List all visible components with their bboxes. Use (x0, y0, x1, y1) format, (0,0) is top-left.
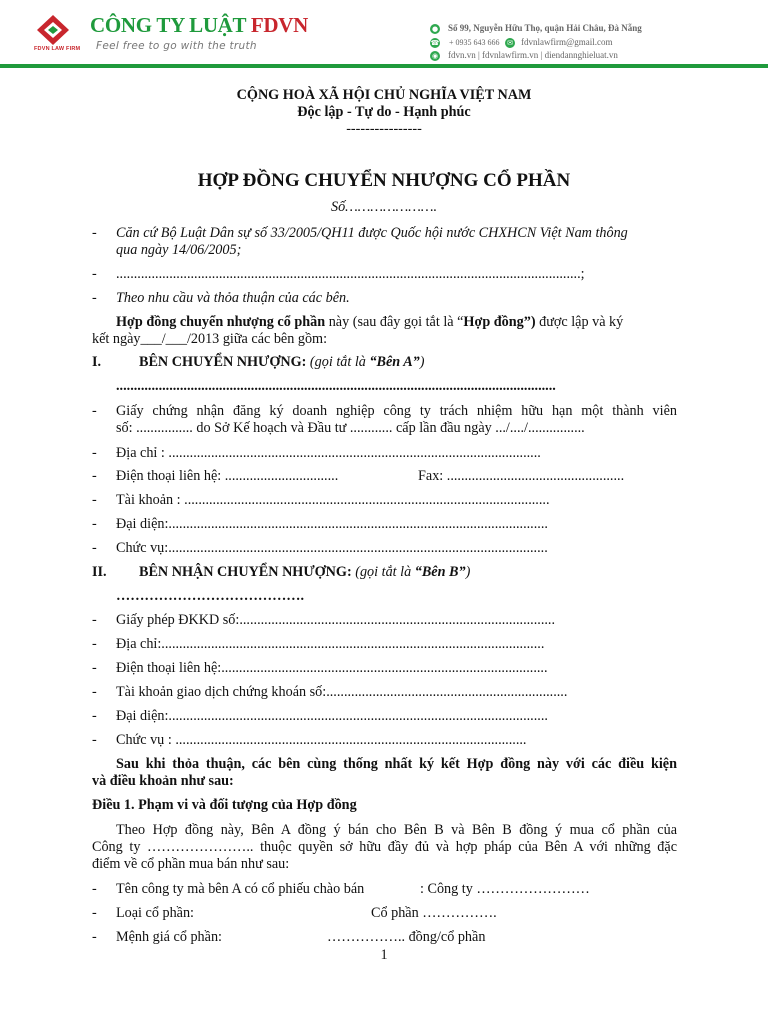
page-number: 1 (380, 947, 388, 963)
party-a-name-blank: ............................................................................................................................ (116, 378, 556, 394)
agreement-statement-cont: và điều khoản như sau: (92, 773, 234, 789)
letterhead (0, 0, 768, 74)
legal-basis-1: Căn cứ Bộ Luật Dân sự số 33/2005/QH11 được Quốc hội nước CHXHCN Việt Nam thông (116, 225, 628, 241)
intro-paragraph: Hợp đồng chuyển nhượng cổ phần này (sau đây gọi tắt là “Hợp đồng”) được lập và ký (116, 314, 624, 330)
party-a-registration: Giấy chứng nhận đăng ký doanh nghiệp công ty trách nhiệm hữu hạn một thành viên (116, 403, 677, 419)
national-heading: CỘNG HOÀ XÃ HỘI CHỦ NGHĨA VIỆT NAM (236, 87, 532, 103)
list-bullet: - (92, 290, 97, 306)
phone-icon: ☎ (430, 39, 440, 47)
intro-paragraph-cont: kết ngày___/___/2013 giữa các bên gồm: (92, 331, 328, 347)
company-name-value: : Công ty …………………… (420, 881, 590, 897)
share-type-value: Cổ phần ……………. (371, 905, 497, 921)
party-a-position: Chức vụ:........................................................................................................... (116, 540, 548, 556)
party-b-address: Địa chỉ:............................................................................................................ (116, 636, 545, 652)
list-bullet: - (92, 445, 97, 461)
par-value-value: …………….. đồng/cổ phần (327, 929, 486, 945)
party-b-position: Chức vụ : ................................................................................................... (116, 732, 527, 748)
legal-basis-1-cont: qua ngày 14/06/2005; (116, 242, 242, 258)
list-bullet: - (92, 660, 97, 676)
section-number-b: II. (92, 564, 107, 580)
party-a-fax: Fax: .................................................. (418, 468, 625, 484)
national-motto: Độc lập - Tự do - Hạnh phúc (297, 104, 471, 120)
list-bullet: - (92, 403, 97, 419)
list-bullet: - (92, 468, 97, 484)
list-bullet: - (92, 516, 97, 532)
party-b-securities-account: Tài khoản giao dịch chứng khoán số:.................................................................... (116, 684, 568, 700)
company-slogan: Feel free to go with the truth (96, 40, 257, 52)
party-b-license: Giấy phép ĐKKD số:......................................................................................... (116, 612, 556, 628)
list-bullet: - (92, 881, 97, 897)
list-bullet: - (92, 492, 97, 508)
legal-basis-2: ...................................................................................................................................; (116, 266, 585, 282)
party-b-representative: Đại diện:........................................................................................................... (116, 708, 548, 724)
company-phone: + 0935 643 666 (449, 38, 500, 47)
legal-basis-3: Theo nhu cầu và thỏa thuận của các bên. (116, 290, 350, 306)
list-bullet: - (92, 905, 97, 921)
logo-caption: FDVN LAW FIRM (34, 46, 81, 52)
article-1-paragraph: Theo Hợp đồng này, Bên A đồng ý bán cho Bên B và Bên B đồng ý mua cổ phần của (116, 822, 677, 838)
share-type-label: Loại cổ phần: (116, 905, 195, 921)
document-number: Số…………………. (330, 199, 438, 215)
list-bullet: - (92, 929, 97, 945)
list-bullet: - (92, 708, 97, 724)
article-1-paragraph-cont: Công ty ………………….. thuộc quyền sở hữu đầy đủ và hợp pháp của Bên A với những đặc (92, 839, 677, 855)
party-a-account: Tài khoản : ....................................................................................................... (116, 492, 550, 508)
list-bullet: - (92, 732, 97, 748)
company-email: fdvnlawfirm@gmail.com (521, 37, 613, 47)
company-name: CÔNG TY LUẬT FDVN (90, 13, 308, 37)
website-icon: ◉ (431, 52, 439, 60)
list-bullet: - (92, 540, 97, 556)
company-name-label: Tên công ty mà bên A có cổ phiếu chào bán (116, 881, 365, 897)
party-a-representative: Đại diện:........................................................................................................... (116, 516, 548, 532)
article-1-title: Điều 1. Phạm vi và đối tượng của Hợp đồng (92, 797, 357, 813)
list-bullet: - (92, 225, 97, 241)
email-icon: ✉ (505, 38, 515, 48)
party-b-heading: BÊN NHẬN CHUYỂN NHƯỢNG: (gọi tắt là “Bên B”) (139, 564, 471, 580)
location-icon: ● (431, 25, 439, 33)
list-bullet: - (92, 266, 97, 282)
header-divider (0, 64, 768, 68)
document-title: HỢP ĐỒNG CHUYỂN NHƯỢNG CỔ PHẦN (197, 170, 571, 191)
article-1-paragraph-end: điểm về cổ phần mua bán như sau: (92, 856, 290, 872)
party-a-registration-cont: số: ................ do Sở Kế hoạch và Đầu tư ............ cấp lần đầu ngày .../..../................ (116, 420, 585, 436)
party-b-phone: Điện thoại liên hệ:............................................................................................ (116, 660, 548, 676)
party-a-address: Địa chỉ : ......................................................................................................... (116, 445, 541, 461)
list-bullet: - (92, 612, 97, 628)
motto-underline: ---------------- (346, 121, 422, 137)
agreement-statement: Sau khi thỏa thuận, các bên cùng thống nhất ký kết Hợp đồng này với các điều kiện (116, 756, 677, 772)
list-bullet: - (92, 684, 97, 700)
company-logo-icon (36, 14, 70, 46)
party-a-phone: Điện thoại liên hệ: ................................ (116, 468, 339, 484)
par-value-label: Mệnh giá cổ phần: (116, 929, 222, 945)
company-address: Số 99, Nguyễn Hữu Thọ, quận Hải Châu, Đà Nẵng (448, 23, 642, 33)
party-b-name-blank: …………………………………. (116, 588, 304, 604)
list-bullet: - (92, 636, 97, 652)
section-number-a: I. (92, 354, 102, 370)
party-a-heading: BÊN CHUYỂN NHƯỢNG: (gọi tắt là “Bên A”) (139, 354, 425, 370)
company-websites: fdvn.vn | fdvnlawfirm.vn | diendannghieluat.vn (448, 50, 618, 60)
